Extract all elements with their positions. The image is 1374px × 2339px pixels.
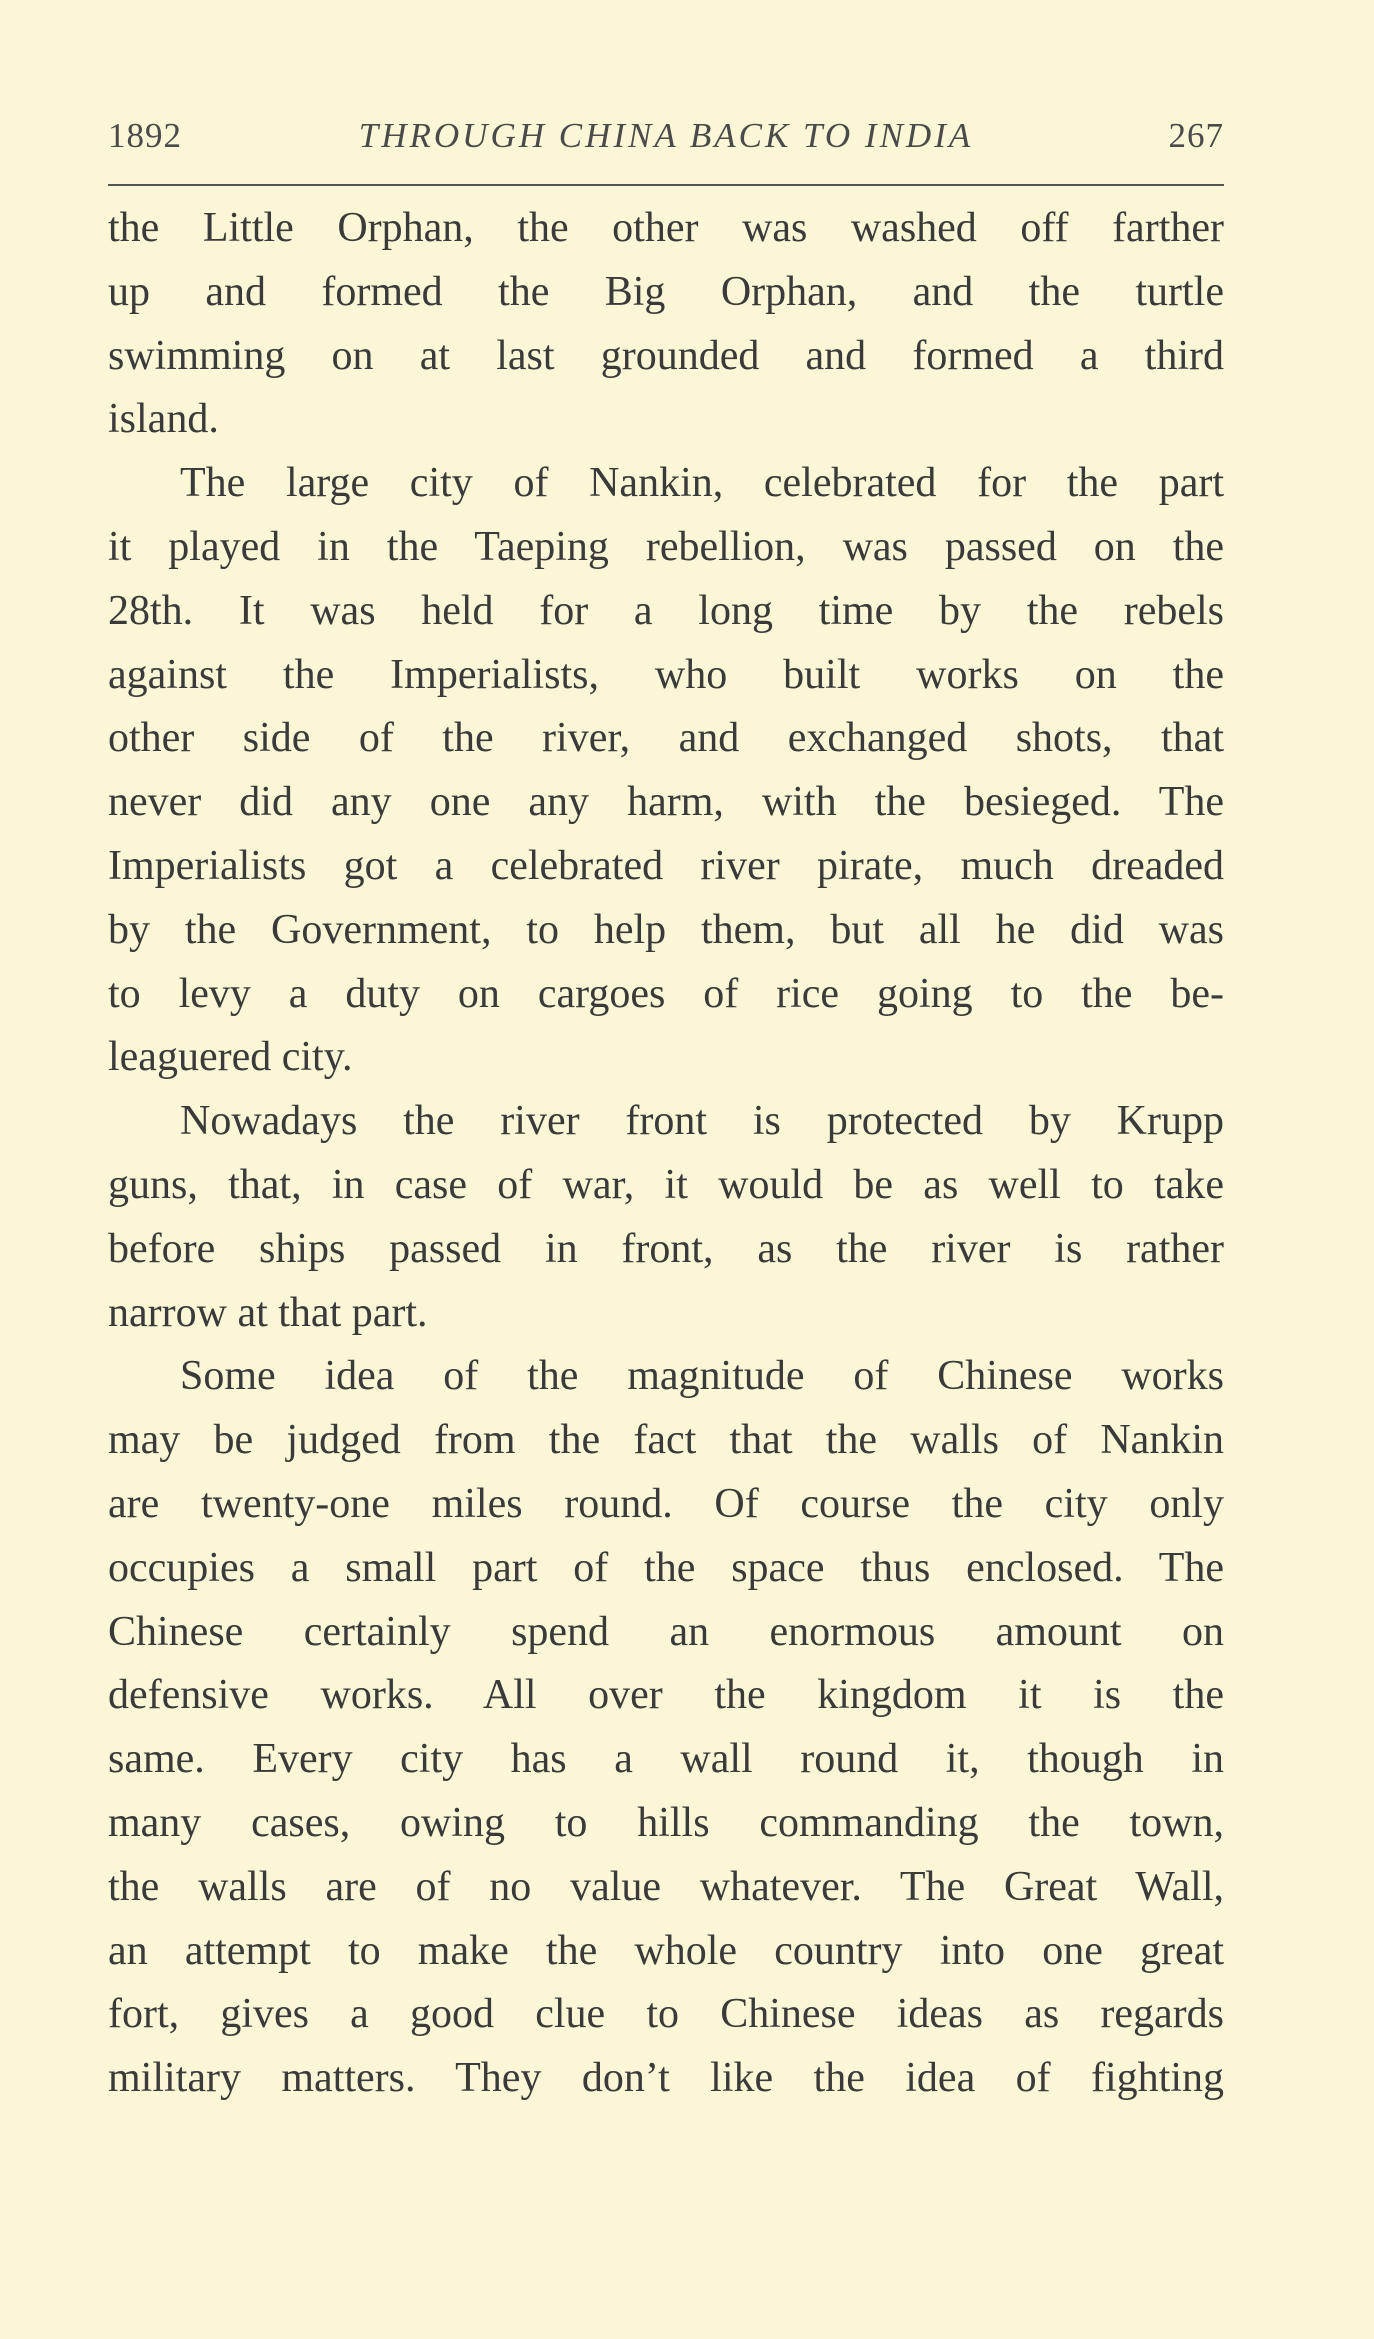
text-line: Imperialists got a celebrated river pirate, much dreaded <box>108 842 1224 889</box>
text-line: to levy a duty on cargoes of rice going to the be- <box>108 970 1224 1017</box>
text-line: leaguered city. <box>108 1034 353 1081</box>
text-line: The large city of Nankin, celebrated for the part <box>180 460 1224 507</box>
text-line: the Little Orphan, the other was washed off farther <box>108 205 1224 251</box>
paragraph <box>108 452 1224 1090</box>
text-line: the walls are of no value whatever. The Great Wall, <box>108 1863 1224 1910</box>
text-line: guns, that, in case of war, it would be as well to take <box>108 1161 1224 1208</box>
text-line: it played in the Taeping rebellion, was passed on the <box>108 523 1224 570</box>
text-line: against the Imperialists, who built works on the <box>108 651 1224 698</box>
text-line: other side of the river, and exchanged shots, that <box>108 715 1224 762</box>
text-line: are twenty-one miles round. Of course the city only <box>108 1480 1224 1527</box>
text-line: an attempt to make the whole country into one great <box>108 1927 1224 1974</box>
paragraph <box>108 1090 1224 1345</box>
text-line: up and formed the Big Orphan, and the turtle <box>108 268 1224 315</box>
paragraph <box>108 197 1224 452</box>
text-line: before ships passed in front, as the river is rather <box>108 1225 1224 1272</box>
text-line: Chinese certainly spend an enormous amount on <box>108 1608 1224 1655</box>
text-line: military matters. They don’t like the idea of fighting <box>108 2055 1224 2102</box>
paragraph <box>108 1345 1224 2111</box>
text-line: defensive works. All over the kingdom it is the <box>108 1672 1224 1719</box>
text-line: 28th. It was held for a long time by the rebels <box>108 587 1224 634</box>
text-line: may be judged from the fact that the walls of Nankin <box>108 1417 1224 1464</box>
text-line: island. <box>108 396 219 443</box>
text-line: occupies a small part of the space thus enclosed. The <box>108 1544 1224 1591</box>
body-text <box>108 197 1224 2111</box>
text-line: Some idea of the magnitude of Chinese works <box>180 1353 1224 1400</box>
text-line: fort, gives a good clue to Chinese ideas as regards <box>108 1991 1224 2038</box>
text-line: never did any one any harm, with the besieged. The <box>108 779 1224 826</box>
header-page-number: 267 <box>1168 116 1224 155</box>
text-line: Nowadays the river front is protected by Krupp <box>180 1098 1224 1145</box>
running-header <box>108 112 1224 172</box>
header-running-title: THROUGH CHINA BACK TO INDIA <box>358 116 974 155</box>
header-year: 1892 <box>108 116 182 155</box>
text-line: swimming on at last grounded and formed a third <box>108 332 1224 379</box>
text-line: many cases, owing to hills commanding the town, <box>108 1799 1224 1846</box>
text-line: by the Government, to help them, but all he did was <box>108 906 1224 953</box>
text-line: same. Every city has a wall round it, though in <box>108 1736 1224 1783</box>
text-line: narrow at that part. <box>108 1289 428 1336</box>
header-rule <box>108 184 1224 186</box>
